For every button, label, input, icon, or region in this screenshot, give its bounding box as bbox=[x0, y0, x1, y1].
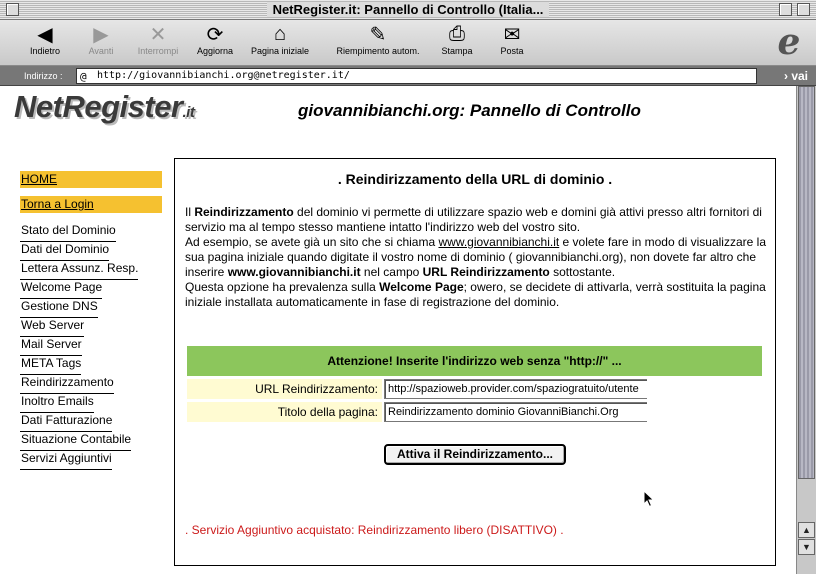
nav-inoltro-emails[interactable]: Inoltro Emails bbox=[20, 394, 94, 413]
form-warning-header: Attenzione! Inserite l'indirizzo web senza "http://" ... bbox=[187, 346, 762, 376]
browser-logo-icon: e bbox=[777, 21, 801, 63]
p1-bold: Reindirizzamento bbox=[194, 205, 294, 219]
p2-bold-domain: www.giovannibianchi.it bbox=[227, 265, 361, 279]
activate-redirect-button[interactable]: Attiva il Reindirizzamento... bbox=[384, 444, 566, 465]
mail-button[interactable] bbox=[494, 22, 530, 56]
stop-button[interactable] bbox=[132, 22, 184, 56]
print-label: Stampa bbox=[441, 46, 473, 56]
window-title-wrap bbox=[0, 2, 816, 17]
url-label: URL Reindirizzamento: bbox=[187, 379, 382, 399]
collapse-box[interactable] bbox=[797, 3, 810, 16]
address-label: Indirizzo : bbox=[24, 71, 63, 81]
address-bar bbox=[0, 66, 816, 86]
p2-text-a: Ad esempio, se avete già un sito che si chiama bbox=[185, 235, 439, 249]
autofill-button[interactable] bbox=[330, 22, 426, 56]
window-title: NetRegister.it: Pannello di Controllo (Italia... bbox=[267, 2, 550, 17]
p1-text-a: Il bbox=[185, 205, 195, 219]
p3-text-a: Questa opzione ha prevalenza sulla bbox=[185, 280, 380, 294]
nav-web-server[interactable]: Web Server bbox=[20, 318, 84, 337]
print-button[interactable] bbox=[436, 22, 478, 56]
back-arrow-icon: ◀ bbox=[37, 23, 53, 46]
title-label: Titolo della pagina: bbox=[187, 402, 382, 422]
zoom-box[interactable] bbox=[779, 3, 792, 16]
stop-label: Interrompi bbox=[137, 46, 179, 56]
nav-lettera-assunz[interactable]: Lettera Assunz. Resp. bbox=[20, 261, 138, 280]
url-input[interactable]: http://spazioweb.provider.com/spaziogratuito/utente bbox=[384, 379, 647, 399]
nav-welcome-page[interactable]: Welcome Page bbox=[20, 280, 102, 299]
browser-toolbar bbox=[0, 20, 816, 66]
refresh-button[interactable] bbox=[192, 22, 238, 56]
home-icon: ⌂ bbox=[273, 22, 287, 45]
nav-mail-server[interactable]: Mail Server bbox=[20, 337, 82, 356]
content-heading: . Reindirizzamento della URL di dominio . bbox=[337, 171, 613, 187]
back-label: Indietro bbox=[29, 46, 61, 56]
content-description bbox=[185, 205, 771, 310]
stop-x-icon: ✕ bbox=[149, 23, 167, 46]
go-button[interactable] bbox=[762, 68, 808, 84]
vertical-scrollbar[interactable] bbox=[796, 86, 816, 574]
nav-login-link[interactable]: Torna a Login bbox=[20, 196, 162, 213]
nav-meta-tags[interactable]: META Tags bbox=[20, 356, 81, 375]
scroll-down-arrow-icon[interactable]: ▼ bbox=[798, 539, 815, 555]
mail-label: Posta bbox=[500, 46, 524, 56]
mail-icon: ✉ bbox=[503, 23, 521, 46]
refresh-label: Aggiorna bbox=[196, 46, 234, 56]
nav-situazione-contabile[interactable]: Situazione Contabile bbox=[20, 432, 131, 451]
address-url: http://giovannibianchi.org@netregister.it/ bbox=[97, 70, 350, 81]
refresh-icon: ⟳ bbox=[206, 23, 224, 46]
title-input[interactable]: Reindirizzamento dominio GiovanniBianchi.Org bbox=[384, 402, 647, 422]
p1-text-c: del dominio vi permette di utilizzare spazio web e domini già attivi presso altri fornitori di servizio ma al tempo stesso mantiene intatto l'indirizzo web del vostro sito. bbox=[185, 205, 762, 234]
nav-reindirizzamento[interactable]: Reindirizzamento bbox=[20, 375, 114, 394]
p2-text-b: e volete fare in modo di visualizzare la sua pagina iniziale quando digitate il vostro nome di dominio ( giovannibianchi.org), non dovete far altro che inserire bbox=[185, 235, 766, 279]
home-label: Pagina iniziale bbox=[250, 46, 310, 56]
nav-home-link[interactable]: HOME bbox=[20, 171, 162, 188]
sidebar-nav bbox=[20, 171, 162, 468]
autofill-pen-icon: ✎ bbox=[369, 23, 387, 46]
autofill-label: Riempimento autom. bbox=[336, 46, 420, 56]
logo-tld: .it bbox=[182, 104, 195, 121]
p3-bold: Welcome Page bbox=[379, 280, 464, 294]
back-button[interactable] bbox=[20, 22, 70, 56]
forward-button[interactable] bbox=[76, 22, 126, 56]
go-arrow-icon: › bbox=[783, 69, 788, 83]
nav-dati-fatturazione[interactable]: Dati Fatturazione bbox=[20, 413, 112, 432]
netregister-logo[interactable] bbox=[14, 89, 194, 125]
service-status: . Servizio Aggiuntivo acquistato: Reindirizzamento libero (DISATTIVO) . bbox=[185, 523, 564, 537]
scroll-thumb[interactable] bbox=[798, 86, 815, 479]
go-label: vai bbox=[791, 69, 808, 83]
globe-icon: @ bbox=[80, 70, 87, 83]
web-page bbox=[0, 87, 796, 574]
forward-arrow-icon: ▶ bbox=[93, 23, 109, 46]
p3-text-c: ; owero, se decidete di attivarla, verrà sostituita la pagina iniziale installata automaticamente in fase di registrazione del dominio. bbox=[185, 280, 766, 309]
home-button[interactable] bbox=[244, 22, 316, 56]
address-input[interactable] bbox=[76, 68, 757, 84]
printer-icon: ⎙ bbox=[449, 22, 465, 45]
p2-text-d: nel campo bbox=[360, 265, 423, 279]
example-site-link[interactable]: www.giovannibianchi.it bbox=[438, 235, 560, 249]
scroll-up-arrow-icon[interactable]: ▲ bbox=[798, 522, 815, 538]
window-titlebar[interactable] bbox=[0, 0, 816, 20]
page-title: giovannibianchi.org: Pannello di Controllo bbox=[298, 101, 641, 120]
forward-label: Avanti bbox=[88, 46, 114, 56]
mouse-cursor-icon bbox=[643, 490, 655, 508]
nav-dati-dominio[interactable]: Dati del Dominio bbox=[20, 242, 109, 261]
content-panel bbox=[174, 158, 776, 566]
nav-servizi-aggiuntivi[interactable]: Servizi Aggiuntivi bbox=[20, 451, 112, 470]
nav-gestione-dns[interactable]: Gestione DNS bbox=[20, 299, 98, 318]
p2-bold-field: URL Reindirizzamento bbox=[422, 265, 550, 279]
logo-main: NetRegister bbox=[14, 89, 183, 124]
p2-text-f: sottostante. bbox=[549, 265, 616, 279]
nav-stato-dominio[interactable]: Stato del Dominio bbox=[20, 223, 116, 242]
